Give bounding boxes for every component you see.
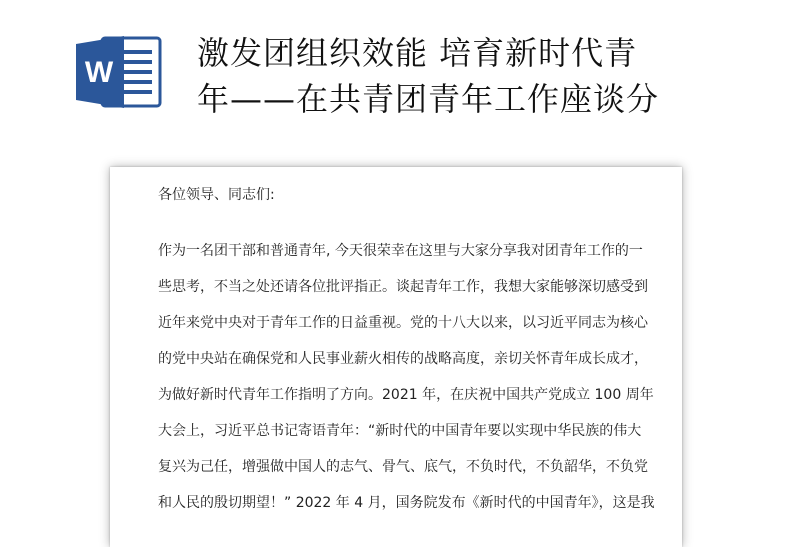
paragraph-line: 近年来党中央对于青年工作的日益重视。党的十八大以来，以习近平同志为核心: [158, 315, 648, 331]
paragraph-line: 作为一名团干部和普通青年, 今天很荣幸在这里与大家分享我对团青年工作的一: [158, 243, 643, 259]
salutation: 各位领导、同志们:: [158, 187, 275, 203]
paragraph-line: 些思考，不当之处还请各位批评指正。谈起青年工作，我想大家能够深切感受到: [158, 279, 648, 295]
paragraph-line: 大会上，习近平总书记寄语青年：“新时代的中国青年要以实现中华民族的伟大: [158, 423, 642, 439]
document-title-line-2: 年——在共青团青年工作座谈分: [197, 80, 660, 118]
document-title-line-1: 激发团组织效能 培育新时代青: [197, 34, 638, 72]
svg-text:W: W: [84, 56, 114, 89]
paragraph-line: 的党中央站在确保党和人民事业薪火相传的战略高度，亲切关怀青年成长成才，: [158, 351, 648, 367]
word-document-icon: [72, 32, 164, 112]
paragraph-line: 和人民的殷切期望！” 2022 年 4 月，国务院发布《新时代的中国青年》，这是我: [158, 495, 655, 511]
header-banner: [0, 0, 800, 150]
paragraph-line: 为做好新时代青年工作指明了方向。2021 年，在庆祝中国共产党成立 100 周年: [158, 387, 654, 403]
document-title: [197, 30, 777, 122]
paragraph-line: 复兴为己任，增强做中国人的志气、骨气、底气，不负时代，不负韶华，不负党: [158, 459, 648, 475]
